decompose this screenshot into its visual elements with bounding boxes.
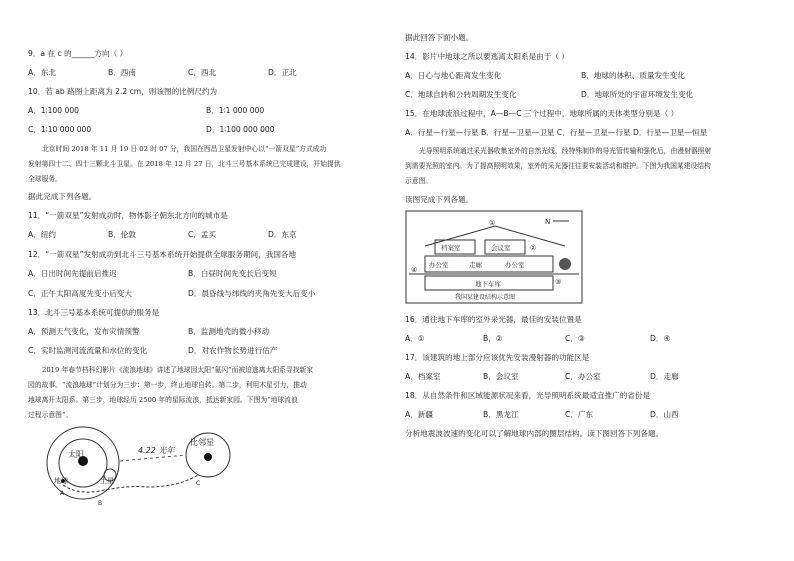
q18-option-b: B．黑龙江 — [483, 410, 519, 419]
trajectory-path — [63, 475, 201, 492]
q15-stem: 15．在地球流浪过程中，A—B—C 三个过程中，地球所属的天体类型分别是（ ） — [405, 109, 679, 118]
sun-label: 太阳 — [68, 450, 84, 459]
wandering-earth-diagram — [38, 425, 258, 520]
q11-stem: 11．“一箭双星”发射成功时，物体影子朝东北方向的城市是 — [28, 211, 228, 220]
q10-option-a: A．1∶100 000 — [28, 106, 79, 115]
right-passage-line3: 示意图。 — [405, 177, 433, 185]
roof — [425, 226, 565, 246]
q12-option-b: B．白昼时间先变长后变短 — [188, 269, 277, 278]
right-outro: 分析地震波波速的变化可以了解地球内部的圈层结构。读下图回答下列各题。 — [405, 429, 664, 438]
q17-option-d: D．走廊 — [650, 372, 679, 381]
q13-option-c: C．实时监测河流流量和水位的变化 — [28, 346, 148, 355]
distance-label: 4.22 光年 — [138, 446, 175, 455]
earth-label: 地球 — [54, 477, 68, 485]
q13-stem: 13．北斗三号基本系统可提供的服务是 — [28, 308, 160, 317]
q9-option-d: D．正北 — [268, 68, 297, 77]
circle-2: ② — [530, 244, 537, 252]
q16-option-c: C．③ — [565, 334, 585, 343]
q11-option-c: C．孟买 — [188, 230, 217, 239]
point-b: B — [98, 500, 103, 507]
q15-options: A．行星—行星—行星 B．行星—卫星—卫星 C．行星—卫星—行星 D．行星—卫星—恒星 — [405, 128, 708, 137]
q13-option-b: B．监测地壳的微小移动 — [188, 327, 270, 336]
q9-stem: 9．a 在 c 的______方向（ ） — [28, 49, 128, 58]
q13-option-a: A．预测天气变化，发布灾情预警 — [28, 327, 140, 336]
circle-1: ① — [489, 219, 496, 227]
lower-room-2-label: 走廊 — [469, 261, 482, 269]
q17-option-b: B．会议室 — [483, 372, 519, 381]
passage2-line1: 2019 年春节档科幻影片《流浪地球》讲述了地球因太阳“氦闪”而被迫逃离太阳系寻找新家 — [42, 366, 314, 374]
passage1-line3: 全球服务。 — [28, 175, 62, 183]
q10-stem: 10．若 ab 路图上距离为 2.2 cm，则该图的比例尺约为 — [28, 87, 218, 96]
passage2-line2: 园的故事。“流浪地球”计划分为三步：第一步，终止地球自转。第二步，利用木星引力，推动 — [28, 381, 307, 389]
proxima-dot — [204, 453, 212, 461]
upper-room-1-label: 档案室 — [441, 244, 461, 252]
q12-option-a: A．日出时间先提前后推迟 — [28, 269, 117, 278]
intro2: 读图完成下列各题。 — [405, 195, 474, 204]
circle-3: ③ — [555, 278, 562, 286]
q17-stem: 17．该建筑的地上部分应该优先安装漫射器的功能区是 — [405, 353, 590, 362]
q14-stem: 14．影片中地球之所以要逃离太阳系是由于（ ） — [405, 52, 569, 61]
circle-4: ④ — [411, 266, 418, 274]
q14-option-b: B．地球的体积、质量发生变化 — [581, 71, 685, 80]
tree-icon — [559, 258, 571, 270]
q17-option-c: C．办公室 — [565, 372, 601, 381]
q11-option-b: B．伦敦 — [108, 230, 136, 239]
q12-option-d: D．晨昏线与纬线的夹角先变大后变小 — [188, 289, 316, 298]
q11-option-a: A．纽约 — [28, 230, 56, 239]
q18-option-a: A．新疆 — [405, 410, 433, 419]
point-a: A — [60, 490, 65, 497]
building-figure — [405, 210, 585, 305]
right-passage-line2: 到需要光照的室内。为了提高照明效果，室外的采光器往往要安装活动和维护。下图为我国某建设结构 — [405, 162, 711, 170]
right-passage-line1: 光导照明系统通过采光器收集室外的自然光线，经特殊制作的导光管传输和强化后，由漫射器照射 — [419, 147, 712, 155]
q9-option-c: C．西北 — [188, 68, 217, 77]
saturn-label: 土星 — [100, 477, 114, 485]
q17-option-a: A．档案室 — [405, 372, 441, 381]
lower-room-3-label: 办公室 — [505, 261, 525, 269]
upper-room-2-label: 会议室 — [491, 244, 511, 252]
q9-option-a: A．东北 — [28, 68, 56, 77]
q14-option-d: D．地球所处的宇宙环境发生变化 — [581, 90, 694, 99]
q12-option-c: C．正午太阳高度先变小后变大 — [28, 289, 133, 298]
q14-option-a: A．日心与地心距离发生变化 — [405, 71, 502, 80]
passage2-line3: 地球离开太阳系。第三步，地球经历 2500 年的星际流浪，抵达新家园。下图为“地球流浪 — [28, 396, 298, 404]
intro1: 据此完成下列各题。 — [28, 192, 97, 201]
q18-stem: 18．从自然条件和区域能源状况来看，光导照明系统最适宜推广的省份是 — [405, 391, 651, 400]
figure-caption: 我国某建设结构示意图 — [455, 294, 516, 301]
north-label: N — [545, 218, 551, 226]
right-intro: 据此回答下面小题。 — [405, 33, 474, 42]
lower-room-1-label: 办公室 — [429, 261, 449, 269]
q12-stem: 12．“一箭双星”发射成功到北斗三号基本系统开始提供全球服务期间，我国各地 — [28, 250, 297, 259]
q9-option-b: B．西南 — [108, 68, 136, 77]
q16-option-a: A．① — [405, 334, 425, 343]
q10-option-b: B．1∶1 000 000 — [206, 106, 265, 115]
distance-line — [120, 455, 186, 461]
passage1-line1: 北京时间 2018 年 11 月 19 日 02 时 07 分，我国在西昌卫星发射中心以“一箭双星”方式成功 — [42, 145, 327, 153]
proxima-label: 比邻星 — [190, 438, 214, 447]
passage2-line4: 过程示意图”。 — [28, 411, 73, 419]
q16-stem: 16．通往地下车库的室外采光器，最佳的安装位置是 — [405, 315, 582, 324]
q18-option-c: C．广东 — [565, 410, 594, 419]
q16-option-b: B．② — [483, 334, 503, 343]
point-c: C — [196, 480, 201, 487]
q14-option-c: C．地球自转和公转周期发生变化 — [405, 90, 517, 99]
q16-option-d: D．④ — [650, 334, 671, 343]
q11-option-d: D．东京 — [268, 230, 297, 239]
q13-option-d: D．对农作物长势进行估产 — [188, 346, 278, 355]
q10-option-c: C．1∶10 000 000 — [28, 125, 92, 134]
passage1-line2: 发射第四十二、四十三颗北斗卫星。在 2018 年 12 月 27 日，北斗三号基本系统已完成建设，开始提供 — [28, 160, 341, 168]
q10-option-d: D．1∶100 000 000 — [206, 125, 275, 134]
q18-option-d: D．山西 — [650, 410, 679, 419]
basement-label: 地下车库 — [475, 280, 501, 288]
